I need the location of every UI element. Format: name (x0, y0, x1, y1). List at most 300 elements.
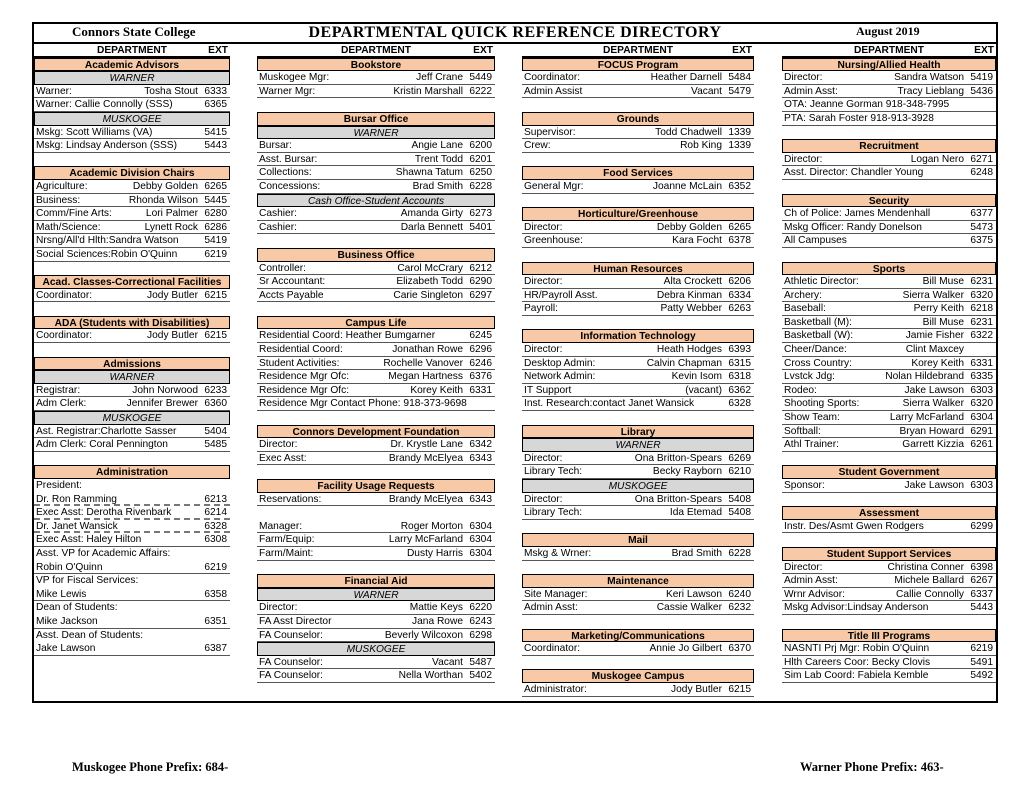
section-header: Bursar Office (257, 112, 495, 126)
page-title: DEPARTMENTAL QUICK REFERENCE DIRECTORY (308, 24, 722, 41)
entry-extension: 6271 (970, 153, 993, 165)
directory-entry (34, 615, 230, 629)
entry-label: Controller: (259, 262, 306, 274)
directory-entry (782, 588, 996, 602)
entry-label: Administrator: (524, 683, 587, 695)
entry-label: Manager: (259, 520, 303, 532)
entry-name: Brad Smith (412, 180, 463, 192)
entry-label: Sim Lab Coord: Fabiela Kemble (784, 670, 929, 682)
entry-label: Residence Mgr Ofc: (259, 371, 350, 383)
spacer-row (522, 561, 754, 575)
entry-label: IT Support (524, 384, 572, 396)
entry-label: Exec Asst: Haley Hilton (36, 534, 142, 546)
directory-entry (782, 71, 996, 85)
directory-entry (34, 588, 230, 602)
entry-label: FA Counselor: (259, 629, 323, 641)
entry-label: Coordinator: (36, 289, 93, 301)
directory-entry (782, 357, 996, 371)
entry-extension: 6201 (469, 153, 492, 165)
entry-extension: 6200 (469, 140, 492, 152)
directory-entry (522, 357, 754, 371)
entry-extension: 5408 (728, 507, 751, 519)
section-header: Sports (782, 262, 996, 276)
entry-label: Admin Assist (524, 85, 583, 97)
entry-label: Dr. Janet Wansick (36, 520, 118, 532)
directory-entry (257, 71, 495, 85)
column-header (34, 44, 230, 58)
entry-label: Student Activities: (259, 357, 340, 369)
directory-entry (782, 289, 996, 303)
spacer-row (522, 656, 754, 670)
section-header: Student Support Services (782, 547, 996, 561)
entry-label: Admin Asst: (784, 85, 838, 97)
entry-extension: 6286 (204, 221, 227, 233)
spacer-row (782, 533, 996, 547)
entry-name: Lori Palmer (145, 208, 198, 220)
entry-name: Brandy McElyea (388, 452, 463, 464)
entry-name: Kevin Isom (671, 371, 722, 383)
entry-label: Farm/Maint: (259, 547, 314, 559)
directory-entry (522, 289, 754, 303)
column-header-department: DEPARTMENT (854, 45, 924, 56)
directory-entry (782, 574, 996, 588)
entry-name: Perry Keith (913, 303, 964, 315)
directory-entry (34, 493, 230, 507)
directory-entry (782, 370, 996, 384)
entry-name: Debra Kinman (656, 289, 722, 301)
entry-extension: 6265 (728, 221, 751, 233)
entry-label: Registrar: (36, 384, 81, 396)
directory-entry (34, 98, 230, 112)
directory-entry (782, 343, 996, 357)
directory-entry (34, 533, 230, 547)
entry-extension: 6337 (970, 588, 993, 600)
entry-name: Roger Morton (400, 520, 463, 532)
entry-name: Bill Muse (922, 276, 964, 288)
entry-extension: 6331 (469, 384, 492, 396)
directory-entry (782, 656, 996, 670)
directory-entry (522, 126, 754, 140)
entry-name: Jody Butler (147, 289, 198, 301)
section-header: Nursing/Allied Health (782, 58, 996, 72)
entry-label: President: (36, 480, 82, 491)
directory-entry (257, 615, 495, 629)
spacer-row (522, 98, 754, 112)
entry-name: Megan Hartness (388, 371, 463, 383)
directory-entry (782, 85, 996, 99)
entry-extension: 6245 (469, 330, 492, 342)
section-header: Mail (522, 533, 754, 547)
entry-label: Hlth Careers Coor: Becky Clovis (784, 656, 931, 668)
entry-label: Asst. Dean of Students: (36, 629, 144, 641)
entry-label: Sr Accountant: (259, 276, 326, 288)
directory-entry (34, 180, 230, 194)
entry-label: Cross Country: (784, 357, 852, 369)
entry-extension: 6291 (970, 425, 993, 437)
entry-extension: 5401 (469, 221, 492, 233)
directory-entry (257, 275, 495, 289)
directory-column-1 (34, 44, 230, 656)
entry-label: Lvstck Jdg: (784, 371, 835, 383)
entry-extension: 6304 (469, 520, 492, 532)
directory-entry (34, 574, 230, 588)
directory-entry (522, 85, 754, 99)
entry-label: Library Tech: (524, 466, 583, 478)
directory-entry (34, 126, 230, 140)
directory-entry (257, 669, 495, 683)
entry-label: Adm Clerk: (36, 398, 87, 410)
entry-label: Athl Trainer: (784, 439, 839, 451)
entry-name: Calvin Chapman (646, 357, 722, 369)
directory-entry (782, 207, 996, 221)
campus-subheader: WARNER (522, 438, 754, 452)
campus-subheader: WARNER (257, 126, 495, 140)
directory-entry (34, 506, 230, 520)
directory-entry (782, 411, 996, 425)
entry-label: Inst. Research:contact Janet Wansick (524, 398, 695, 410)
directory-entry (782, 166, 996, 180)
entry-label: Director: (784, 153, 823, 165)
entry-label: FA Counselor: (259, 670, 323, 682)
entry-extension: 5445 (204, 194, 227, 206)
section-header: Grounds (522, 112, 754, 126)
entry-name: Bryan Howard (899, 425, 964, 437)
entry-name: Nella Worthan (398, 670, 463, 682)
spacer-row (257, 411, 495, 425)
entry-extension: 6318 (728, 371, 751, 383)
entry-name: Heather Darnell (650, 72, 722, 84)
directory-entry (782, 425, 996, 439)
directory-entry (522, 506, 754, 520)
directory-column-4 (782, 44, 996, 683)
entry-extension: 6269 (728, 452, 751, 464)
entry-extension: 5436 (970, 85, 993, 97)
directory-entry (782, 234, 996, 248)
directory-entry (34, 85, 230, 99)
entry-label: Ch of Police: James Mendenhall (784, 208, 931, 220)
entry-label: Show Team: (784, 412, 840, 424)
entry-name: Patty Webber (660, 303, 722, 315)
entry-name: Jake Lawson (904, 480, 964, 491)
directory-entry (522, 234, 754, 248)
spacer-row (257, 561, 495, 575)
entry-extension: 6214 (204, 507, 227, 519)
entry-extension: 6320 (970, 289, 993, 301)
directory-entry (34, 601, 230, 615)
section-header: Maintenance (522, 574, 754, 588)
directory-entry (522, 683, 754, 697)
entry-name: Jamie Fisher (905, 330, 964, 342)
entry-extension: 5487 (469, 656, 492, 668)
entry-name: (vacant) (685, 384, 722, 396)
column-header (522, 44, 754, 58)
directory-entry (257, 384, 495, 398)
spacer-row (782, 180, 996, 194)
directory-entry (34, 629, 230, 643)
entry-name: John Norwood (132, 384, 198, 396)
entry-label: NASNTI Prj Mgr: Robin O'Quinn (784, 643, 930, 655)
entry-name: Shawna Tatum (395, 167, 463, 179)
column-header-ext: EXT (208, 45, 228, 56)
section-header: Financial Aid (257, 574, 495, 588)
entry-name: Michele Ballard (894, 575, 964, 587)
directory-entry (522, 588, 754, 602)
entry-name: Garrett Kizzia (902, 439, 964, 451)
entry-extension: 6263 (728, 303, 751, 315)
directory-entry (257, 262, 495, 276)
directory-entry (522, 370, 754, 384)
entry-extension: 6213 (204, 493, 227, 505)
entry-label: PTA: Sarah Foster 918-913-3928 (784, 112, 934, 124)
entry-name: Logan Nero (910, 153, 964, 165)
section-header: Title III Programs (782, 629, 996, 643)
section-header: Muskogee Campus (522, 669, 754, 683)
column-header-department: DEPARTMENT (603, 45, 673, 56)
entry-extension: 6320 (970, 398, 993, 410)
entry-label: Math/Science: (36, 221, 101, 233)
entry-name: Beverly Wilcoxon (384, 629, 463, 641)
entry-label: Director: (524, 276, 563, 288)
entry-extension: 5491 (970, 656, 993, 668)
college-name: Connors State College (72, 24, 196, 39)
entry-label: Network Admin: (524, 371, 596, 383)
entry-label: Director: (784, 561, 823, 573)
spacer-row (522, 194, 754, 208)
campus-subheader: WARNER (34, 71, 230, 85)
directory-entry (782, 153, 996, 167)
section-header: Academic Division Chairs (34, 166, 230, 180)
entry-label: Asst. Director: Chandler Young (784, 167, 924, 179)
entry-label: Jake Lawson (36, 643, 96, 655)
section-header: Information Technology (522, 329, 754, 343)
entry-name: Rob King (680, 140, 722, 152)
entry-label: Exec Asst: Derotha Rivenbark (36, 507, 172, 519)
directory-entry (257, 533, 495, 547)
entry-name: Angie Lane (411, 140, 463, 152)
directory-entry (257, 601, 495, 615)
entry-label: Greenhouse: (524, 235, 583, 247)
entry-label: Admin Asst: (784, 575, 838, 587)
directory-entry (782, 329, 996, 343)
entry-name: Alta Crockett (663, 276, 722, 288)
directory-entry (257, 85, 495, 99)
entry-extension: 6328 (204, 520, 227, 532)
entry-extension: 5419 (204, 235, 227, 247)
spacer-row (522, 615, 754, 629)
directory-entry (257, 153, 495, 167)
entry-extension: 6215 (204, 289, 227, 301)
entry-label: Mskg & Wrner: (524, 547, 592, 559)
spacer-row (782, 452, 996, 466)
directory-entry (257, 329, 495, 343)
entry-extension: 6219 (204, 561, 227, 573)
entry-extension: 6298 (469, 629, 492, 641)
entry-label: Muskogee Mgr: (259, 72, 330, 84)
entry-label: Cheer/Dance: (784, 344, 847, 356)
entry-name: Callie Connolly (896, 588, 964, 600)
entry-extension: 6387 (204, 643, 227, 655)
entry-label: Mskg Officer: Randy Donelson (784, 221, 922, 233)
campus-subheader: WARNER (34, 370, 230, 384)
entry-name: Rochelle Vanover (383, 357, 463, 369)
directory-entry (257, 370, 495, 384)
entry-label: Mskg Advisor:Lindsay Anderson (784, 602, 929, 614)
entry-extension: 5415 (204, 126, 227, 138)
entry-extension: 6315 (728, 357, 751, 369)
entry-label: Sponsor: (784, 480, 825, 491)
entry-extension: 6273 (469, 208, 492, 220)
campus-subheader: Cash Office-Student Accounts (257, 194, 495, 208)
campus-subheader: MUSKOGEE (34, 411, 230, 425)
entry-extension: 6370 (728, 643, 751, 655)
section-header: Horticulture/Greenhouse (522, 207, 754, 221)
directory-entry (257, 343, 495, 357)
entry-name: Rhonda Wilson (128, 194, 198, 206)
section-header: Student Government (782, 465, 996, 479)
entry-extension: 6308 (204, 534, 227, 546)
section-header: Admissions (34, 357, 230, 371)
entry-name: Dr. Krystle Lane (390, 439, 463, 451)
section-header: ADA (Students with Disabilities) (34, 316, 230, 330)
directory-column-2 (257, 44, 495, 683)
directory-entry (34, 139, 230, 153)
entry-extension: 6280 (204, 208, 227, 220)
entry-label: Reservations: (259, 493, 322, 505)
entry-label: Warner Mgr: (259, 85, 316, 97)
directory-entry (522, 452, 754, 466)
entry-label: Ast. Registrar:Charlotte Sasser (36, 425, 177, 437)
entry-name: Jonathan Rowe (392, 344, 463, 356)
spacer-row (34, 153, 230, 167)
entry-extension: 5402 (469, 670, 492, 682)
section-header: Administration (34, 465, 230, 479)
entry-label: Agriculture: (36, 180, 88, 192)
entry-name: Kristin Marshall (393, 85, 463, 97)
section-header: FOCUS Program (522, 58, 754, 72)
entry-label: Director: (259, 439, 298, 451)
entry-label: Desktop Admin: (524, 357, 596, 369)
directory-entry (782, 601, 996, 615)
entry-extension: 6231 (970, 276, 993, 288)
directory-entry (522, 465, 754, 479)
entry-extension: 5443 (970, 602, 993, 614)
directory-entry (257, 629, 495, 643)
column-header-department: DEPARTMENT (97, 45, 167, 56)
entry-extension: 6265 (204, 180, 227, 192)
entry-extension: 5419 (970, 72, 993, 84)
entry-extension: 6231 (970, 316, 993, 328)
entry-label: Shooting Sports: (784, 398, 860, 410)
entry-extension: 6218 (970, 303, 993, 315)
section-header: Connors Development Foundation (257, 425, 495, 439)
section-header: Business Office (257, 248, 495, 262)
spacer-row (257, 234, 495, 248)
entry-label: Farm/Equip: (259, 534, 315, 546)
directory-entry (522, 384, 754, 398)
directory-entry (34, 547, 230, 561)
entry-name: Korey Keith (410, 384, 463, 396)
entry-label: Director: (524, 452, 563, 464)
entry-name: Mattie Keys (409, 602, 463, 614)
directory-entry (782, 397, 996, 411)
entry-name: Ida Etemad (669, 507, 722, 519)
entry-extension: 6376 (469, 371, 492, 383)
spacer-row (782, 493, 996, 507)
entry-name: Annie Jo Gilbert (649, 643, 722, 655)
entry-label: Rodeo: (784, 384, 817, 396)
directory-entry (257, 221, 495, 235)
directory-entry (257, 357, 495, 371)
spacer-row (257, 465, 495, 479)
directory-entry (34, 438, 230, 452)
entry-label: Basketball (W): (784, 330, 854, 342)
directory-entry (522, 397, 754, 411)
spacer-row (34, 343, 230, 357)
spacer-row (782, 126, 996, 140)
entry-name: Debby Golden (132, 180, 198, 192)
spacer-row (257, 98, 495, 112)
entry-name: Kara Focht (672, 235, 722, 247)
entry-extension: 6261 (970, 439, 993, 451)
campus-subheader: MUSKOGEE (257, 642, 495, 656)
entry-label: Crew: (524, 140, 551, 152)
entry-label: Accts Payable (259, 289, 324, 301)
entry-label: Bursar: (259, 140, 292, 152)
entry-label: FA Asst Director (259, 615, 332, 627)
entry-extension: 6246 (469, 357, 492, 369)
directory-entry (782, 520, 996, 534)
entry-extension: 6228 (728, 547, 751, 559)
entry-extension: 5473 (970, 221, 993, 233)
entry-label: Cashier: (259, 221, 297, 233)
entry-name: Vacant (691, 85, 722, 97)
spacer-row (782, 615, 996, 629)
entry-extension: 6304 (970, 412, 993, 424)
campus-subheader: MUSKOGEE (522, 479, 754, 493)
directory-entry (522, 71, 754, 85)
directory-entry (34, 248, 230, 262)
column-header-department: DEPARTMENT (341, 45, 411, 56)
muskogee-prefix: Muskogee Phone Prefix: 684- (72, 760, 229, 774)
entry-label: Collections: (259, 167, 312, 179)
entry-name: Trent Todd (414, 153, 463, 165)
entry-extension: 6303 (970, 480, 993, 491)
entry-label: Archery: (784, 289, 822, 301)
entry-label: Coordinator: (524, 643, 581, 655)
entry-label: Baseball: (784, 303, 826, 315)
entry-name: Larry McFarland (889, 412, 964, 424)
entry-name: Nolan Hildebrand (885, 371, 964, 383)
directory-entry (257, 452, 495, 466)
entry-extension: 6243 (469, 615, 492, 627)
entry-extension: 6296 (469, 344, 492, 356)
entry-name: Larry McFarland (388, 534, 463, 546)
entry-name: Jeff Crane (416, 72, 463, 84)
entry-extension: 5404 (204, 425, 227, 437)
directory-column-3 (522, 44, 754, 697)
entry-name: Jana Rowe (412, 615, 463, 627)
entry-extension: 6362 (728, 384, 751, 396)
directory-entry (34, 642, 230, 656)
entry-extension: 6220 (469, 602, 492, 614)
entry-name: Lynett Rock (144, 221, 198, 233)
entry-name: Jake Lawson (904, 384, 964, 396)
entry-label: Director: (524, 344, 563, 356)
entry-label: Nrsng/All'd Hlth:Sandra Watson (36, 235, 179, 247)
spacer-row (522, 248, 754, 262)
entry-label: Director: (784, 72, 823, 84)
directory-entry (257, 289, 495, 303)
